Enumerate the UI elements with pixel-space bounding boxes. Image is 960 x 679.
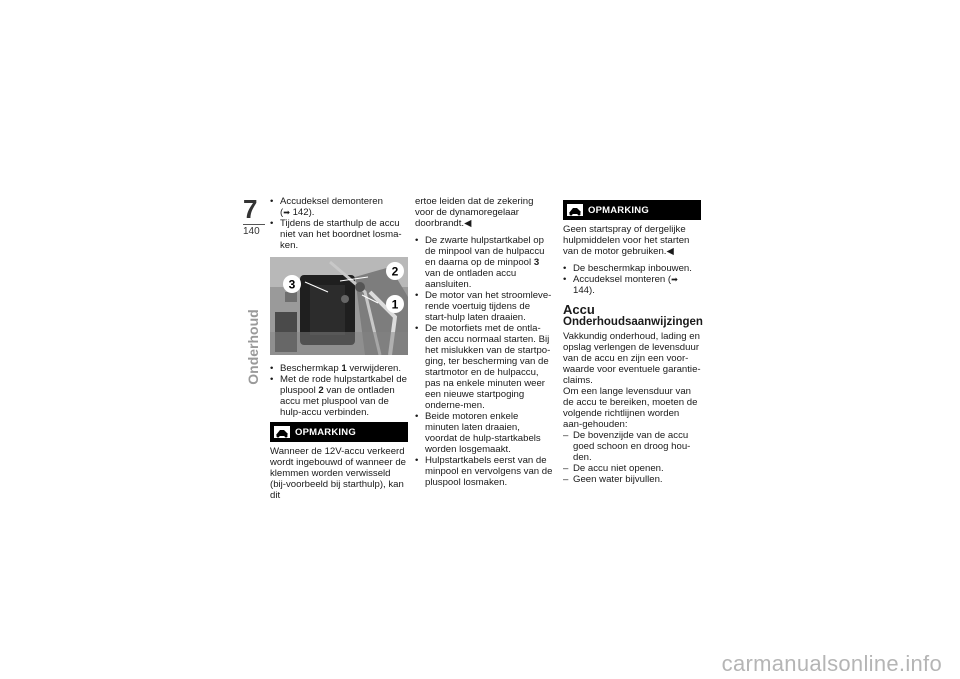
column-left [270,196,408,501]
chapter-divider [243,224,265,225]
list-item: – Geen water bijvullen. [563,474,701,485]
end-mark-icon: ◀ [666,246,674,257]
note-text: Wanneer de 12V-accu verkeerd wordt ingebouwd of wanneer de klemmen worden verwisseld (bij-voorbeeld bij starthulp), kan dit [270,446,407,501]
note-banner [270,422,408,442]
arrow-right-icon: ➡ [671,275,678,284]
column-right [563,196,701,485]
watermark: carmanualsonline.info [721,651,942,676]
list-item: • De beschermkap inbouwen. [563,263,701,274]
section-heading: Accu [563,302,595,317]
page-reference-link[interactable]: 142). [292,207,315,218]
list-item: • De motor van het stroomleve-rende voertuig tijdens de start-hulp laten draaien. [415,290,553,323]
motorcycle-note-icon [567,204,583,216]
list-item: – De bovenzijde van de accu goed schoon en droog hou-den. [563,430,701,463]
list-item: • Beschermkap 1 verwijderen. [270,363,408,374]
chapter-number: 7 [243,194,258,224]
list-item: – De accu niet openen. [563,463,701,474]
end-mark-icon: ◀ [464,218,472,229]
list-item: • Hulpstartkabels eerst van de minpool en vervolgens van de pluspool losmaken. [415,455,553,488]
note-label: OPMARKING [295,426,356,438]
motorcycle-note-icon [274,426,290,438]
page-number: 140 [243,226,260,237]
list-item: • Met de rode hulpstartkabel de pluspool 2 van de ontladen accu met pluspool van de hulp-accu verbinden. [270,374,408,418]
paragraph: Vakkundig onderhoud, lading en opslag verlengen de levensduur van de accu en zijn een voor-waarde voor eventuele garantie-claims. [563,331,701,386]
callout-3: 3 [288,277,296,292]
note-label: OPMARKING [588,204,649,216]
callout-2: 2 [391,264,399,279]
list-item: • Tijdens de starthulp de accu niet van het boordnet losma-ken. [270,218,408,251]
list-item: • Accudeksel monteren (➡ 144). [563,274,701,296]
subsection-heading: Onderhoudsaanwijzingen [563,316,703,328]
note-banner [563,200,701,220]
list-item: • Beide motoren enkele minuten laten draaien, voordat de hulp-startkabels worden losgemaakt. [415,411,553,455]
arrow-right-icon: ➡ [283,208,290,217]
column-middle: ertoe leiden dat de zekering voor de dynamoregelaar doorbrandt.◀ • De zwarte hulpstartkabel op de minpool van de hulpaccu en daarna op de minpool 3 van de ontladen accu aansluiten. • De motor van het stroomleve-rende voertuig tijdens de start-hulp laten draaien. • De motorfiets met de ontla-den accu normaal starten. Bij het mislukken van de startpo-ging, ter bescherming van de startmotor en de hulpaccu, pas na enkele minuten weer een nieuwe startpoging onderne-men. • Beide motoren enkele minuten laten draaien, voordat de hulp-startkabels worden losgemaakt. • Hulpstartkabels eerst van de minpool en vervolgens van de pluspool losmaken. [415,196,553,488]
callout-1: 1 [391,297,399,312]
note-text: Geen startspray of dergelijke hulpmiddelen voor het starten van de motor gebruiken. [563,224,690,257]
battery-photo [270,257,408,355]
page-reference-link[interactable]: 144). [573,285,595,296]
chapter-title-vertical: Onderhoud [245,309,261,385]
list-item: • De zwarte hulpstartkabel op de minpool van de hulpaccu en daarna op de minpool 3 van de ontladen accu aansluiten. [415,235,553,290]
list-item: • Accudeksel demonteren (➡ 142). [270,196,408,218]
paragraph: Om een lange levensduur van de accu te bereiken, moeten de volgende richtlijnen worden aan-gehouden: [563,386,698,430]
list-item: • De motorfiets met de ontla-den accu normaal starten. Bij het mislukken van de startpo-ging, ter bescherming van de startmotor en de hulpaccu, pas na enkele minuten weer een nieuwe startpoging onderne-men. [415,323,553,411]
